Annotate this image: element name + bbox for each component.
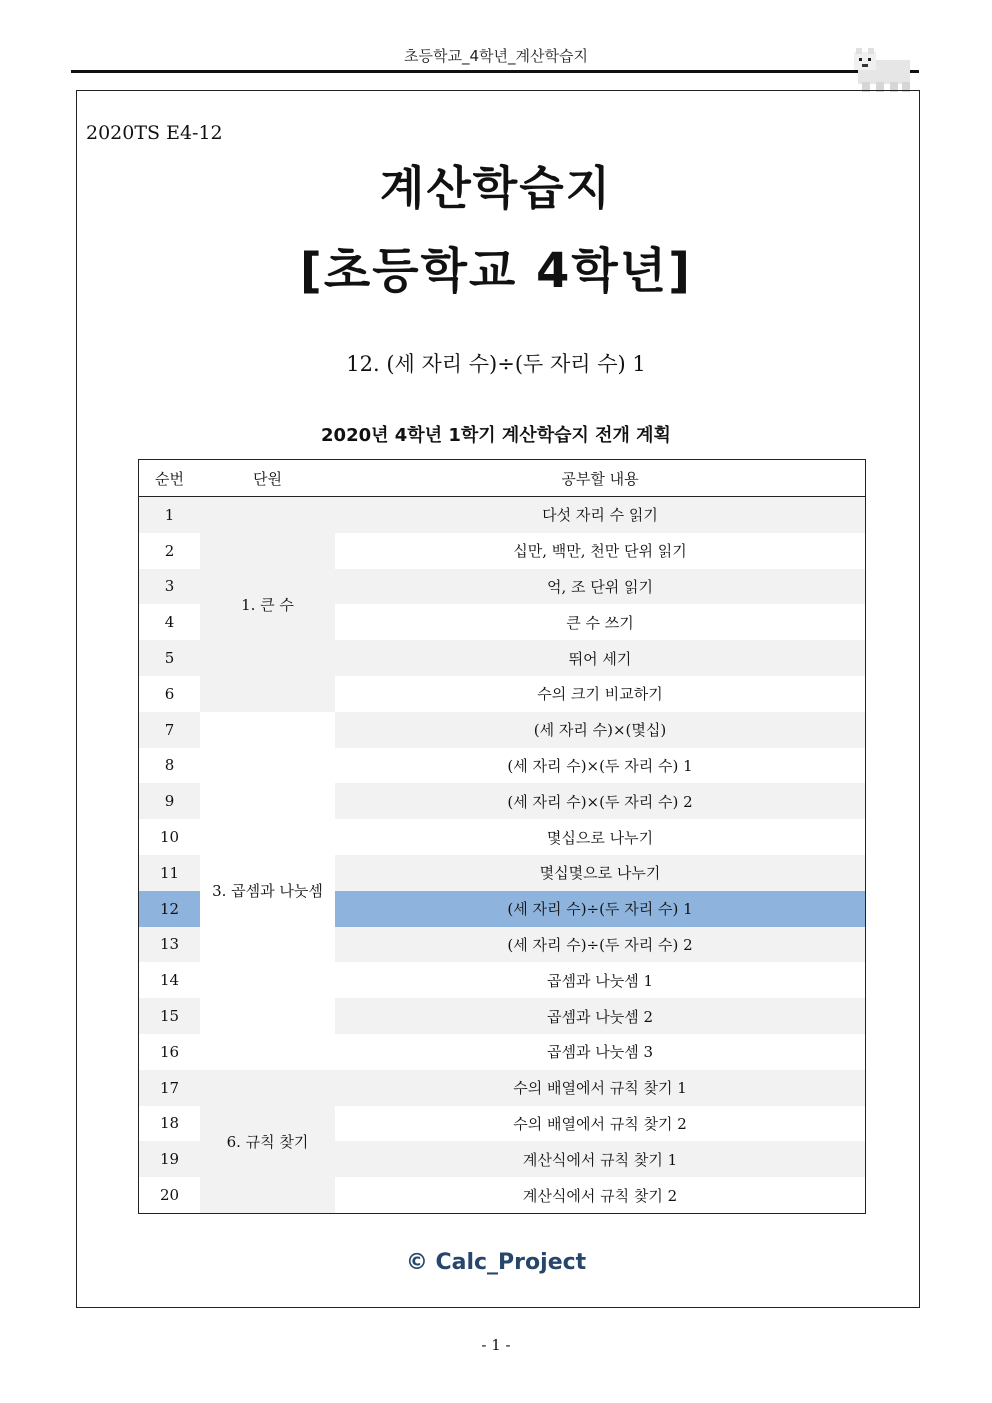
row-number: 3 <box>139 569 201 605</box>
row-number: 13 <box>139 927 201 963</box>
row-content: 몇십몇으로 나누기 <box>335 855 866 891</box>
row-content: (세 자리 수)÷(두 자리 수) 1 <box>335 891 866 927</box>
row-number: 14 <box>159 971 180 990</box>
row-number: 17 <box>139 1070 201 1106</box>
header-no: 순번 <box>139 460 201 497</box>
footer-brand: © Calc_Project <box>405 1250 587 1275</box>
table-row <box>139 1070 866 1106</box>
row-content: 다섯 자리 수 읽기 <box>335 497 866 533</box>
row-content: (세 자리 수)×(두 자리 수) 1 <box>507 756 693 775</box>
row-number: 16 <box>159 1042 180 1061</box>
page-number: - 1 - <box>481 1336 511 1354</box>
row-content: 곱셈과 나눗셈 1 <box>546 971 654 990</box>
row-content: (세 자리 수)×(몇십) <box>335 712 866 748</box>
row-number: 19 <box>139 1141 201 1177</box>
plan-table-body <box>139 497 866 1214</box>
row-content: 계산식에서 규칙 찾기 1 <box>335 1141 866 1177</box>
row-content: (세 자리 수)÷(두 자리 수) 2 <box>335 927 866 963</box>
row-content: 큰 수 쓰기 <box>566 613 634 632</box>
row-number: 2 <box>164 541 175 560</box>
row-content: (세 자리 수)×(두 자리 수) 2 <box>335 783 866 819</box>
row-number: 10 <box>159 828 180 847</box>
table-row <box>139 497 866 533</box>
page-title: 계산학습지 <box>379 161 613 215</box>
row-content: 수의 배열에서 규칙 찾기 2 <box>513 1114 687 1133</box>
row-number: 9 <box>139 783 201 819</box>
row-content: 뛰어 세기 <box>335 640 866 676</box>
row-number: 7 <box>139 712 201 748</box>
unit-cell: 1. 큰 수 <box>200 497 335 712</box>
row-content: 수의 크기 비교하기 <box>537 685 663 704</box>
header-title: 초등학교_4학년_계산학습지 <box>404 47 588 65</box>
unit-cell: 6. 규칙 찾기 <box>200 1070 335 1214</box>
lesson-title: 12. (세 자리 수)÷(두 자리 수) 1 <box>346 352 646 376</box>
row-content: 수의 배열에서 규칙 찾기 1 <box>335 1070 866 1106</box>
row-content: 몇십으로 나누기 <box>546 828 654 847</box>
page-subtitle: [초등학교 4학년] <box>299 243 693 299</box>
row-content: 억, 조 단위 읽기 <box>335 569 866 605</box>
row-content: 십만, 백만, 천만 단위 읽기 <box>513 542 687 561</box>
row-number: 1 <box>139 497 201 533</box>
row-content: 계산식에서 규칙 찾기 2 <box>522 1186 678 1205</box>
row-number: 6 <box>164 684 175 703</box>
table-header-row <box>139 460 866 497</box>
table-row <box>139 712 866 748</box>
row-number: 8 <box>164 756 175 775</box>
row-number: 12 <box>139 891 201 927</box>
doc-code: 2020TS E4-12 <box>86 122 223 144</box>
row-number: 15 <box>139 998 201 1034</box>
plan-table <box>138 459 866 1214</box>
row-number: 20 <box>159 1186 180 1205</box>
row-number: 18 <box>159 1114 180 1133</box>
plan-title: 2020년 4학년 1학기 계산학습지 전개 계획 <box>321 425 671 446</box>
row-number: 11 <box>139 855 201 891</box>
row-number: 4 <box>164 613 175 632</box>
polar-bear-icon <box>852 46 916 94</box>
header-content: 공부할 내용 <box>335 460 866 497</box>
header-rule <box>71 70 919 73</box>
unit-cell: 3. 곱셈과 나눗셈 <box>212 882 323 901</box>
row-content: 곱셈과 나눗셈 2 <box>335 998 866 1034</box>
row-content: 곱셈과 나눗셈 3 <box>546 1043 654 1062</box>
row-number: 5 <box>139 640 201 676</box>
header-unit: 단원 <box>200 460 335 497</box>
